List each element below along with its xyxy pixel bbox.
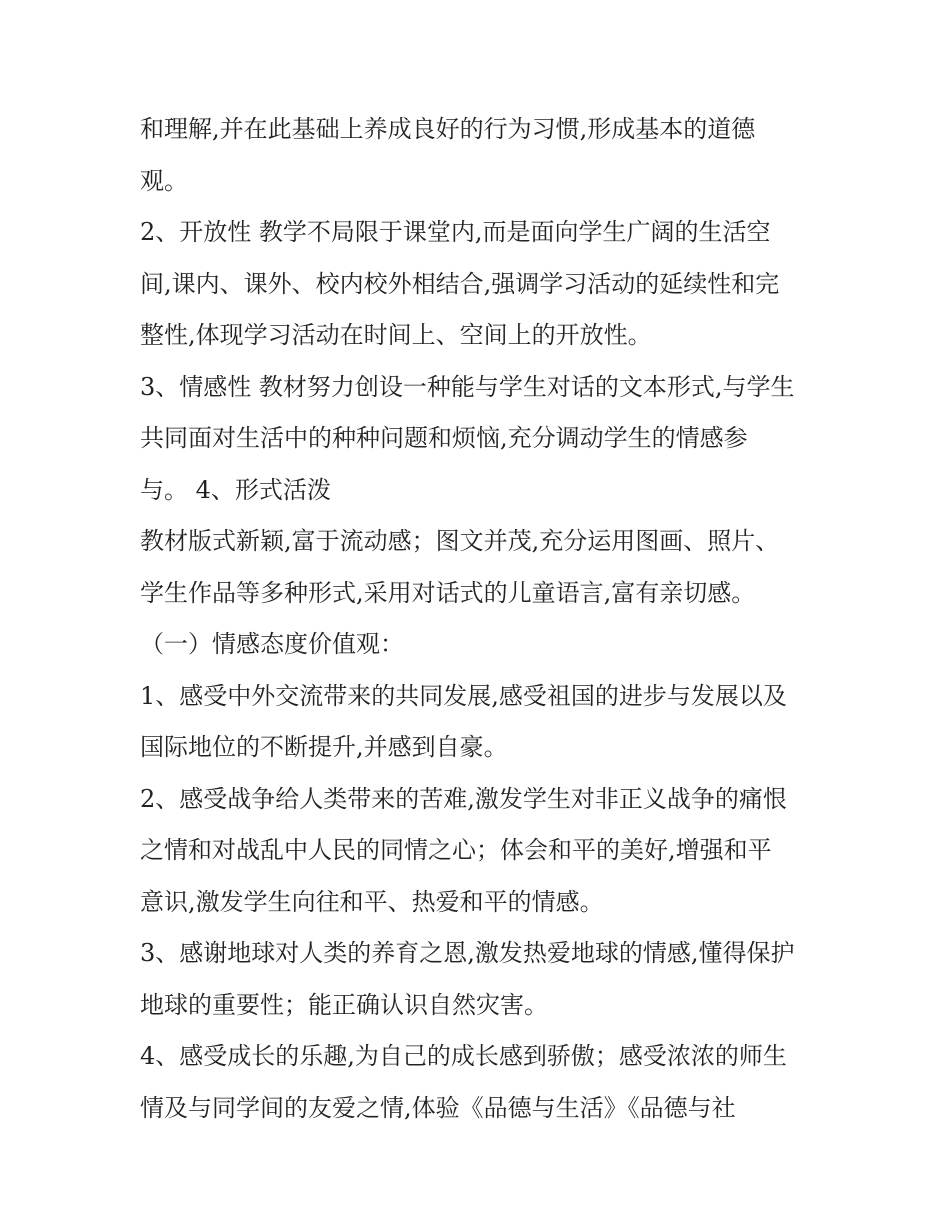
text-line: 4、感受成长的乐趣,为自己的成长感到骄傲；感受浓浓的师生 (140, 1042, 787, 1070)
text-line: 1、感受中外交流带来的共同发展,感受祖国的进步与发展以及 (140, 681, 787, 710)
text-line: 共同面对生活中的种种问题和烦恼,充分调动学生的情感参 (140, 424, 748, 452)
text-line: 和理解,并在此基础上养成良好的行为习惯,形成基本的道德 (140, 115, 756, 143)
text-line: 情及与同学间的友爱之情,体验《品德与生活》《品德与社 (140, 1093, 736, 1122)
body-text (140, 110, 830, 1127)
text-line: 3、情感性 教材努力创设一种能与学生对话的文本形式,与学生 (140, 372, 795, 401)
text-line: 2、感受战争给人类带来的苦难,激发学生对非正义战争的痛恨 (140, 784, 787, 813)
text-line: 间,课内、课外、校内校外相结合,强调学习活动的延续性和完 (140, 269, 780, 298)
text-line: 整性,体现学习活动在时间上、空间上的开放性。 (140, 321, 652, 349)
text-line: 教材版式新颖,富于流动感；图文并茂,充分运用图画、照片、 (140, 527, 780, 555)
text-line: 学生作品等多种形式,采用对话式的儿童语言,富有亲切感。 (140, 578, 756, 607)
text-line: 地球的重要性；能正确认识自然灾害。 (140, 990, 548, 1019)
text-line: 3、感谢地球对人类的养育之恩,激发热爱地球的情感,懂得保护 (140, 939, 795, 967)
text-line: 2、开放性 教学不局限于课堂内,而是面向学生广阔的生活空 (140, 218, 771, 246)
text-line: 与。 4、形式活泼 (140, 475, 331, 504)
section-heading: （一）情感态度价值观： (140, 630, 404, 658)
text-line: 观。 (140, 166, 188, 195)
text-line: 意识,激发学生向往和平、热爱和平的情感。 (140, 887, 604, 916)
text-line: 国际地位的不断提升,并感到自豪。 (140, 733, 508, 761)
text-line: 之情和对战乱中人民的同情之心；体会和平的美好,增强和平 (140, 836, 772, 864)
